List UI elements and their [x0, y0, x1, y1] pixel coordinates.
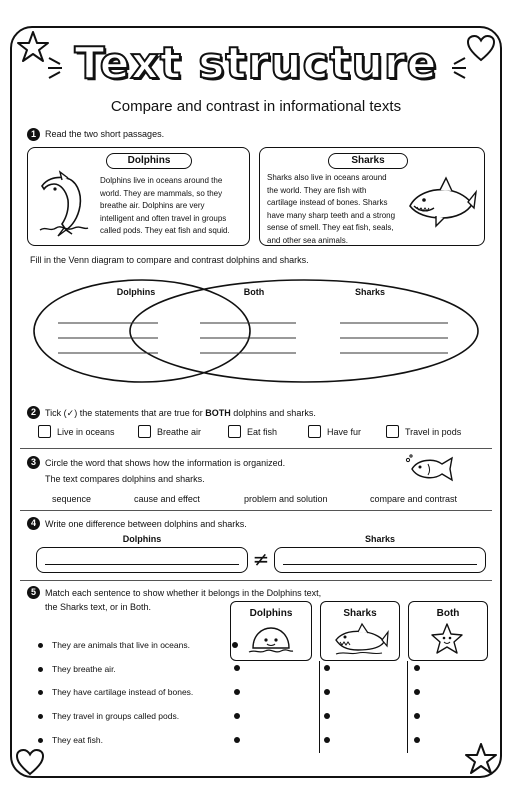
venn-label-dolphins: Dolphins — [116, 287, 156, 297]
question-number: 5 — [27, 586, 40, 599]
match-dot-dolphins[interactable] — [234, 737, 240, 743]
passage-title: Sharks — [328, 153, 408, 169]
passage-line: sense of smell. They eat fish, seals, — [267, 223, 394, 232]
match-statement — [38, 664, 116, 674]
checkbox[interactable] — [38, 425, 51, 438]
match-dot-dolphins[interactable] — [234, 713, 240, 719]
question-number: 4 — [27, 517, 40, 530]
passage-line: Sharks also live in oceans around — [267, 173, 387, 182]
passage-text — [100, 175, 246, 238]
passage-line: called pods. They eat fish and squid. — [100, 226, 230, 235]
statement-text: They are animals that live in oceans. — [52, 640, 190, 650]
checkbox-option[interactable] — [38, 425, 115, 438]
checkbox[interactable] — [228, 425, 241, 438]
column-title: Both — [436, 608, 460, 619]
dolphin-icon — [247, 622, 295, 656]
match-dot-sharks[interactable] — [324, 665, 330, 671]
checkbox-option[interactable] — [386, 425, 461, 438]
match-dot-dolphins[interactable] — [234, 665, 240, 671]
divider — [20, 448, 492, 449]
answer-word[interactable]: cause and effect — [134, 494, 200, 504]
divider — [20, 510, 492, 511]
passage-line: have many sharp teeth and a strong — [267, 210, 396, 220]
divider — [20, 580, 492, 581]
match-dot-sharks[interactable] — [324, 689, 330, 695]
venn-prompt: Fill in the Venn diagram to compare and contrast dolphins and sharks. — [30, 255, 309, 265]
answer-word[interactable]: problem and solution — [244, 494, 328, 504]
prompt-part: dolphins and sharks. — [230, 408, 316, 418]
venn-label-both: Both — [243, 287, 265, 297]
match-dot-dolphins[interactable] — [232, 642, 238, 648]
prompt-emphasis: BOTH — [205, 408, 231, 418]
match-dot-dolphins[interactable] — [234, 689, 240, 695]
sparkle-icon — [446, 54, 468, 82]
passage-line: world. They are mammals, so they — [100, 188, 223, 198]
passage-title: Dolphins — [106, 153, 192, 169]
page-title-area — [0, 38, 512, 89]
statement-text: They eat fish. — [52, 735, 104, 745]
match-statement — [38, 735, 103, 745]
match-statement — [38, 640, 190, 650]
heart-icon — [14, 748, 46, 776]
answer-field-dolphins[interactable] — [36, 547, 248, 573]
fish-icon — [404, 454, 460, 484]
checkbox[interactable] — [386, 425, 399, 438]
statement-text: They travel in groups called pods. — [52, 711, 180, 721]
column-label-dolphins: Dolphins — [122, 534, 162, 544]
match-dot-both[interactable] — [414, 665, 420, 671]
checkbox-label: Have fur — [327, 426, 362, 437]
question-number: 3 — [27, 456, 40, 469]
answer-word[interactable]: compare and contrast — [370, 494, 458, 504]
dolphin-icon — [36, 170, 92, 238]
match-dot-both[interactable] — [414, 689, 420, 695]
column-label-sharks: Sharks — [364, 534, 396, 544]
checkbox-option[interactable] — [228, 425, 277, 438]
question-prompt: Read the two short passages. — [45, 129, 165, 139]
question-prompt: the Sharks text, or in Both. — [45, 602, 152, 612]
passage-line: intelligent and often travel in groups — [100, 213, 227, 223]
starfish-icon — [430, 622, 464, 656]
answer-field-sharks[interactable] — [274, 547, 486, 573]
venn-label-sharks: Sharks — [354, 287, 386, 297]
match-statement — [38, 711, 179, 721]
statement-text: They breathe air. — [52, 664, 116, 674]
match-dot-both[interactable] — [414, 713, 420, 719]
question-prompt: Circle the word that shows how the information is organized. — [45, 458, 286, 468]
column-title: Dolphins — [249, 608, 293, 619]
checkbox-label: Travel in pods — [405, 426, 462, 437]
passage-line: the world. They are fish with — [267, 185, 367, 195]
passage-line: cartilage instead of bones. Sharks — [267, 198, 388, 207]
checkbox[interactable] — [138, 425, 151, 438]
page-title: Text structure — [74, 38, 438, 89]
page-subtitle: Compare and contrast in informational texts — [110, 98, 402, 115]
checkbox-label: Breathe air — [157, 426, 202, 437]
question-number: 1 — [27, 128, 40, 141]
dolphins-passage — [27, 147, 250, 246]
question-prompt — [45, 408, 316, 419]
question-sentence: The text compares dolphins and sharks. — [45, 474, 205, 484]
question-prompt: Write one difference between dolphins and sharks. — [45, 519, 247, 529]
checkbox[interactable] — [308, 425, 321, 438]
passage-line: Dolphins live in oceans around the — [100, 176, 223, 185]
checkbox-option[interactable] — [138, 425, 201, 438]
tick-options — [38, 425, 488, 441]
passage-line: breathe air. Dolphins are very — [100, 201, 205, 210]
not-equal-symbol: ≠ — [252, 547, 270, 571]
sparkle-icon — [46, 54, 68, 82]
checkbox-label: Live in oceans — [57, 426, 115, 437]
star-icon — [464, 742, 498, 776]
question-number: 2 — [27, 406, 40, 419]
answer-word[interactable]: sequence — [52, 494, 92, 504]
column-line — [319, 661, 320, 753]
column-title: Sharks — [343, 608, 377, 619]
prompt-part: Tick (✓) the statements that are true for — [45, 408, 206, 418]
sharks-passage — [259, 147, 485, 246]
shark-icon — [332, 622, 390, 656]
checkbox-option[interactable] — [308, 425, 361, 438]
match-dot-sharks[interactable] — [324, 737, 330, 743]
passage-line: and other sea animals. — [267, 235, 348, 245]
question-prompt: Match each sentence to show whether it belongs in the Dolphins text, — [45, 588, 322, 598]
checkbox-label: Eat fish — [247, 426, 278, 437]
match-dot-sharks[interactable] — [324, 713, 330, 719]
column-line — [407, 661, 408, 753]
statement-text: They have cartilage instead of bones. — [52, 687, 194, 697]
match-statement — [38, 687, 193, 697]
passage-text — [267, 172, 409, 247]
shark-icon — [406, 176, 478, 230]
match-dot-both[interactable] — [414, 737, 420, 743]
